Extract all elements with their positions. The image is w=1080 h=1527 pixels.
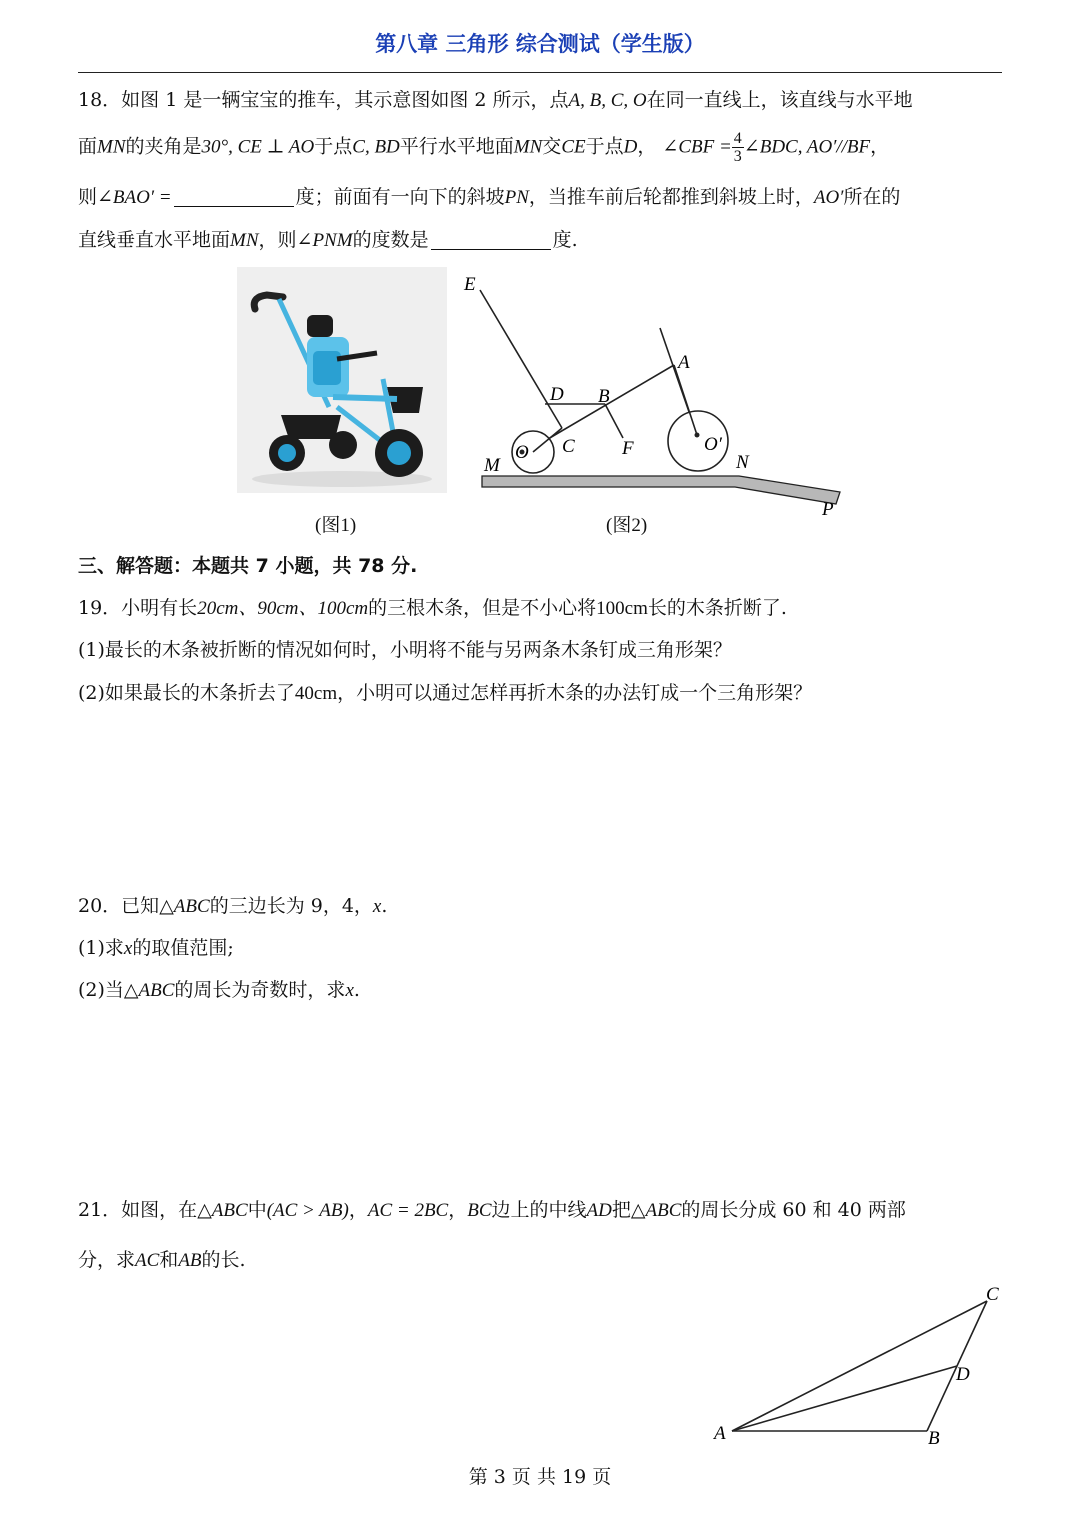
label-P: P: [822, 499, 834, 518]
q18-math: MN: [97, 136, 126, 158]
q20-math: x: [123, 938, 133, 959]
q21-text: 分，求: [78, 1249, 136, 1271]
q18-math: MN: [230, 230, 259, 251]
q18-text: 在同一直线上，该直线与水平地: [646, 89, 913, 111]
q21-text: 21．如图，在: [78, 1199, 198, 1221]
q20-text: (1)求: [78, 937, 124, 959]
q21-text: 边上的中线: [491, 1199, 587, 1221]
q19-text: (2)如果最长的木条折去了: [78, 682, 295, 704]
q19-text: 的三根木条，但是不小心将: [368, 597, 597, 619]
answer-blank-2[interactable]: [431, 229, 551, 250]
q20-math: △ABC: [159, 896, 210, 917]
q20-text: (2)当: [78, 979, 124, 1001]
q21-text: 的周长分成 60 和 40 两部: [681, 1199, 906, 1221]
label-D: D: [550, 384, 564, 405]
q18-text: 的度数是: [352, 229, 429, 251]
q18-text: 度.: [552, 229, 578, 251]
q18-line-2: [78, 130, 1008, 165]
q18-text: 度；前面有一向下的斜坡: [295, 186, 505, 208]
q18-math: PN: [504, 187, 529, 208]
q18-math: 30°, CE ⊥ AO: [201, 136, 315, 158]
fraction-four-thirds: [732, 130, 744, 165]
q20-text: 的取值范围;: [132, 937, 234, 959]
q18-text: ，: [870, 135, 890, 158]
q19-part-2: [78, 679, 1008, 708]
q18-math: AO′: [813, 187, 844, 208]
q20-math: x: [345, 980, 354, 1001]
label-O: O: [515, 442, 529, 463]
label-B: B: [598, 386, 610, 407]
q18-text: 所在的: [843, 186, 901, 208]
stroller-schematic-diagram: [460, 268, 850, 518]
label-M: M: [484, 455, 500, 476]
q18-text: 于点: [314, 135, 353, 158]
q20-math: x: [372, 896, 382, 917]
label-E: E: [464, 274, 476, 295]
q21-line-1: [78, 1196, 1008, 1225]
label-N: N: [736, 452, 749, 473]
label-C: C: [562, 436, 575, 457]
label-F: F: [622, 438, 634, 459]
figure-2-caption: (图2): [606, 515, 648, 536]
figure-1-caption: (图1): [315, 515, 357, 536]
fraction-numerator: 4: [733, 130, 742, 147]
answer-blank-1[interactable]: [174, 186, 294, 207]
q20-part-1: [78, 934, 1008, 963]
page-header-title: 第八章 三角形 综合测试（学生版）: [375, 32, 705, 56]
q21-text: 和: [159, 1249, 179, 1271]
q18-text: 直线垂直水平地面: [78, 229, 231, 251]
q20-part-2: [78, 976, 1008, 1005]
fraction-denominator: 3: [733, 148, 742, 165]
q19-text: ，小明可以通过怎样再折木条的办法钉成一个三角形架？: [337, 682, 813, 704]
q21-text: ，: [448, 1199, 468, 1221]
q21-text: 的长.: [201, 1249, 246, 1271]
header-divider: [78, 72, 1002, 73]
label-O-prime: O′: [704, 434, 722, 455]
q18-text: 于点: [585, 135, 624, 158]
q20-text: .: [381, 895, 388, 917]
q18-math: ∠BDC, AO′//BF: [743, 136, 871, 158]
label-D: D: [956, 1364, 970, 1385]
q21-math: △ABC: [197, 1200, 248, 1221]
label-A: A: [678, 352, 690, 373]
q20-line-1: [78, 892, 1008, 921]
q21-math: AC: [135, 1250, 160, 1271]
q20-text: .: [353, 979, 360, 1001]
q20-text: 20．已知: [78, 895, 160, 917]
q18-math: C, BD: [352, 136, 400, 158]
q18-math: CE: [561, 136, 586, 158]
q21-math: (AC > AB): [266, 1200, 349, 1221]
q18-text: 交: [542, 135, 562, 158]
q18-math: D: [623, 136, 638, 158]
label-C: C: [986, 1284, 999, 1305]
q19-text: 19．小明有长: [78, 597, 198, 619]
q21-math: AB: [178, 1250, 202, 1271]
q19-math: 40cm: [294, 683, 338, 704]
q18-text: ，则: [258, 229, 297, 251]
q21-text: ，: [348, 1199, 368, 1221]
q18-math: MN: [513, 136, 543, 158]
q19-math: 100cm: [596, 598, 648, 619]
label-B: B: [928, 1428, 940, 1449]
q19-part-1: (1)最长的木条被折断的情况如何时，小明将不能与另两条木条钉成三角形架？: [78, 639, 732, 661]
q19-text: 长的木条折断了.: [647, 597, 787, 619]
stroller-photo: [237, 267, 447, 493]
q18-math: ∠BAO′ =: [97, 187, 172, 208]
triangle-abc-diagram: [705, 1280, 1015, 1450]
q21-text: 把: [611, 1199, 631, 1221]
q21-math: △ABC: [630, 1200, 682, 1221]
q20-text: 的周长为奇数时，求: [174, 979, 346, 1001]
section-3-title: 三、解答题：本题共 7 小题，共 78 分.: [78, 555, 418, 577]
q18-line-4: [78, 226, 1008, 255]
q21-math: AD: [586, 1200, 612, 1221]
q20-math: △ABC: [123, 980, 175, 1001]
ground-slope-shape: [482, 476, 840, 504]
q21-math: BC: [467, 1200, 492, 1221]
q18-math: ∠PNM: [296, 230, 353, 251]
page-footer: 第 3 页 共 19 页: [468, 1466, 612, 1488]
q20-text: 的三边长为 9，4，: [209, 895, 373, 917]
q18-line-1: [78, 86, 1008, 115]
q18-text: 18．如图 1 是一辆宝宝的推车，其示意图如图 2 所示，点: [78, 89, 569, 111]
q18-math: ∠CBF =: [662, 136, 732, 158]
q19-math: 20cm、90cm、100cm: [197, 598, 369, 619]
q18-text: 面: [78, 135, 98, 158]
q19-line-1: [78, 594, 1008, 623]
q18-text: 则: [78, 186, 98, 208]
q21-text: 中: [247, 1199, 267, 1221]
q18-line-3: [78, 183, 1008, 212]
q18-math: A, B, C, O: [568, 90, 647, 111]
q18-text: ，当推车前后轮都推到斜坡上时，: [528, 186, 814, 208]
q21-math: AC = 2BC: [367, 1200, 449, 1221]
q18-text: 平行水平地面: [399, 135, 514, 158]
q18-text: ，: [637, 135, 657, 158]
q21-line-2: [78, 1246, 1008, 1275]
q18-text: 的夹角是: [125, 135, 202, 158]
label-A: A: [714, 1423, 726, 1444]
